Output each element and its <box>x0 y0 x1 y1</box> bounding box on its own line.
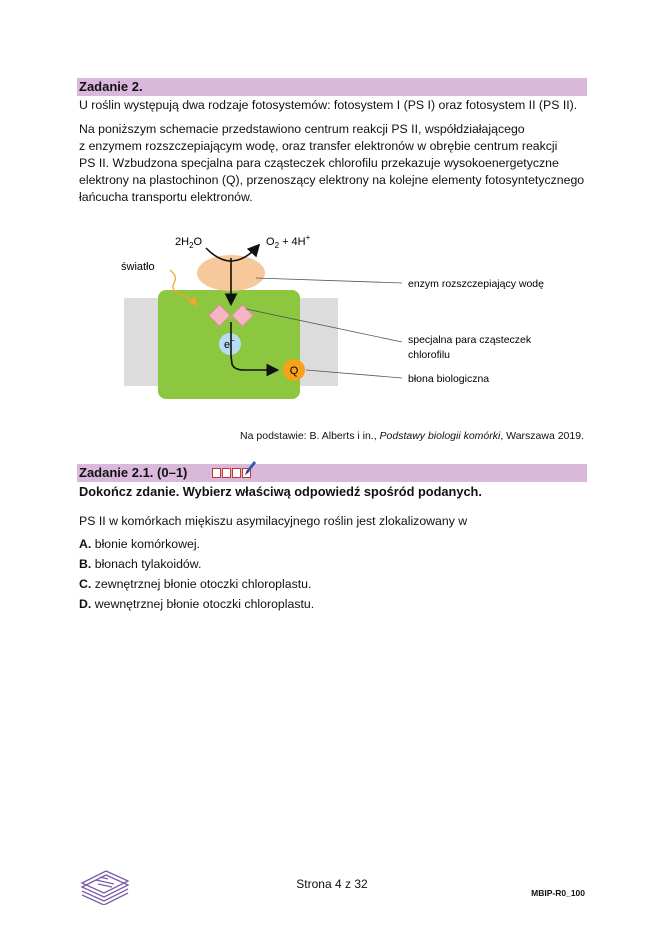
electron-charge: − <box>230 336 235 345</box>
answer-option-c[interactable] <box>79 577 311 591</box>
q-label: Q <box>289 365 299 377</box>
score-cell <box>232 468 241 478</box>
source-prefix: Na podstawie: B. Alberts i in., <box>240 430 380 442</box>
task-2-1-header <box>77 464 587 482</box>
option-text: wewnętrznej błonie otoczki chloroplastu. <box>91 597 315 611</box>
option-letter: C. <box>79 577 92 591</box>
electron-symbol: e <box>224 339 231 351</box>
description-line: z enzymem rozszczepiającym wodę, oraz transfer elektronów w obrębie centrum reakcji <box>79 139 558 153</box>
description-line: łańcucha transportu elektronów. <box>79 190 253 204</box>
score-cell <box>222 468 231 478</box>
water-label <box>175 236 203 250</box>
water-o: O <box>193 236 203 248</box>
option-text: zewnętrznej błonie otoczki chloroplastu. <box>91 577 312 591</box>
answer-option-d[interactable] <box>79 597 314 611</box>
answer-option-b[interactable] <box>79 557 201 571</box>
description-line: PS II. Wzbudzona specjalna para cząsteczek chlorofilu przekazuje wysokoenergetyczne <box>79 156 559 170</box>
pen-icon <box>243 459 257 477</box>
ps2-diagram <box>0 220 664 420</box>
chlorophyll-pair-label-2: chlorofilu <box>408 349 451 361</box>
description-line: elektrony na plastochinon (Q), przenoszący elektrony na kolejne elementy fotosyntetycznego <box>79 173 585 187</box>
task-2-1-instruction: Dokończ zdanie. Wybierz właściwą odpowiedź spośród podanych. <box>79 484 482 499</box>
oxygen-o: O <box>266 236 275 248</box>
water-sub: 2 <box>189 241 194 250</box>
oxygen-sup: + <box>305 233 311 242</box>
task-2-header <box>77 78 587 96</box>
option-letter: D. <box>79 597 92 611</box>
score-cell <box>212 468 221 478</box>
oxygen-sub: 2 <box>274 241 280 250</box>
page-number: Strona 4 z 32 <box>296 877 368 891</box>
source-title: Podstawy biologii komórki <box>379 430 501 442</box>
enzyme-pointer-line <box>256 278 402 283</box>
source-citation <box>240 430 584 442</box>
task-2-1-stem: PS II w komórkach miękiszu asymilacyjnego roślin jest zlokalizowany w <box>79 514 468 528</box>
task-2-heading: Zadanie 2. <box>79 79 143 94</box>
answer-option-a[interactable] <box>79 537 200 551</box>
task-2-intro: U roślin występują dwa rodzaje fotosystemów: fotosystem I (PS I) oraz fotosystem II (PS II). <box>79 98 578 112</box>
option-letter: A. <box>79 537 92 551</box>
oxygen-h: + 4H <box>279 236 306 248</box>
chlorophyll-pair-label-1: specjalna para cząsteczek <box>408 334 532 346</box>
task-2-1-heading: Zadanie 2.1. (0–1) <box>79 465 188 480</box>
source-suffix: , Warszawa 2019. <box>500 430 584 442</box>
membrane-label: błona biologiczna <box>408 373 490 385</box>
exam-code: MBIP-R0_100 <box>531 888 585 898</box>
oxygen-label <box>266 233 311 250</box>
option-letter: B. <box>79 557 92 571</box>
enzyme-label: enzym rozszczepiający wodę <box>408 278 544 290</box>
water-h: 2H <box>175 236 190 248</box>
option-text: błonie komórkowej. <box>91 537 200 551</box>
description-line: Na poniższym schemacie przedstawiono centrum reakcji PS II, współdziałającego <box>79 122 525 136</box>
option-text: błonach tylakoidów. <box>91 557 202 571</box>
light-label: światło <box>121 261 155 273</box>
